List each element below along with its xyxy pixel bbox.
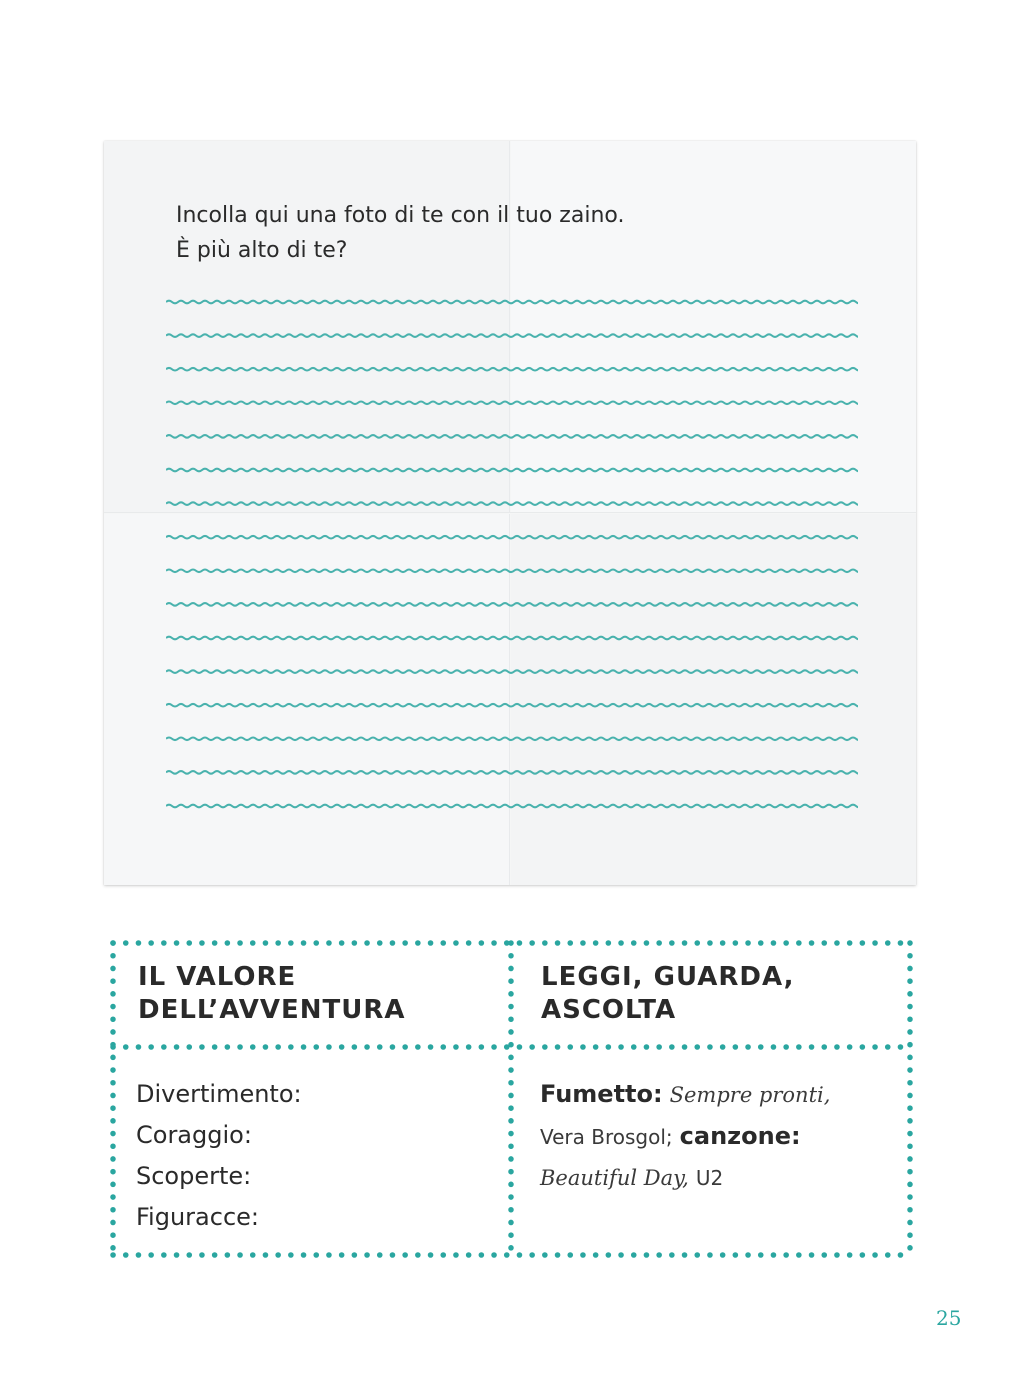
value-item[interactable]: Coraggio:	[136, 1121, 252, 1149]
page-number: 25	[936, 1306, 962, 1330]
song-artist: U2	[695, 1166, 724, 1190]
writing-line[interactable]	[166, 402, 858, 405]
values-heading-line-2: DELL’AVVENTURA	[138, 995, 406, 1025]
values-list	[136, 1074, 302, 1238]
writing-line[interactable]	[166, 637, 858, 640]
author-song-row	[540, 1116, 900, 1158]
writing-line[interactable]	[166, 469, 858, 472]
comic-author: Vera Brosgol;	[540, 1125, 673, 1149]
writing-line[interactable]	[166, 670, 858, 673]
prompt-line-1: Incolla qui una foto di te con il tuo zaino.	[176, 203, 625, 228]
song-label: canzone:	[679, 1122, 801, 1150]
prompt-line-2: È più alto di te?	[176, 238, 348, 263]
writing-line[interactable]	[166, 771, 858, 774]
value-item[interactable]: Figuracce:	[136, 1203, 259, 1231]
writing-line[interactable]	[166, 738, 858, 741]
comic-row	[540, 1074, 900, 1116]
writing-line[interactable]	[166, 435, 858, 438]
writing-line[interactable]	[166, 603, 858, 606]
media-heading-line-1: LEGGI, GUARDA,	[541, 962, 795, 992]
writing-line[interactable]	[166, 334, 858, 337]
photo-prompt	[176, 198, 816, 268]
writing-line[interactable]	[166, 805, 858, 808]
writing-line[interactable]	[166, 368, 858, 371]
value-item[interactable]: Scoperte:	[136, 1162, 252, 1190]
media-heading	[541, 961, 794, 1027]
writing-line[interactable]	[166, 301, 858, 304]
values-heading-line-1: IL VALORE	[138, 962, 297, 992]
values-heading	[138, 961, 406, 1027]
writing-line[interactable]	[166, 704, 858, 707]
song-row	[540, 1158, 900, 1199]
comic-label: Fumetto:	[540, 1080, 663, 1108]
writing-line[interactable]	[166, 536, 858, 539]
wavy-writing-lines[interactable]	[166, 290, 858, 820]
media-references	[540, 1074, 900, 1199]
song-title: Beautiful Day,	[540, 1166, 689, 1190]
writing-line[interactable]	[166, 570, 858, 573]
value-item[interactable]: Divertimento:	[136, 1080, 302, 1108]
writing-line[interactable]	[166, 502, 858, 505]
comic-title: Sempre pronti,	[669, 1083, 831, 1107]
media-heading-line-2: ASCOLTA	[541, 995, 677, 1025]
